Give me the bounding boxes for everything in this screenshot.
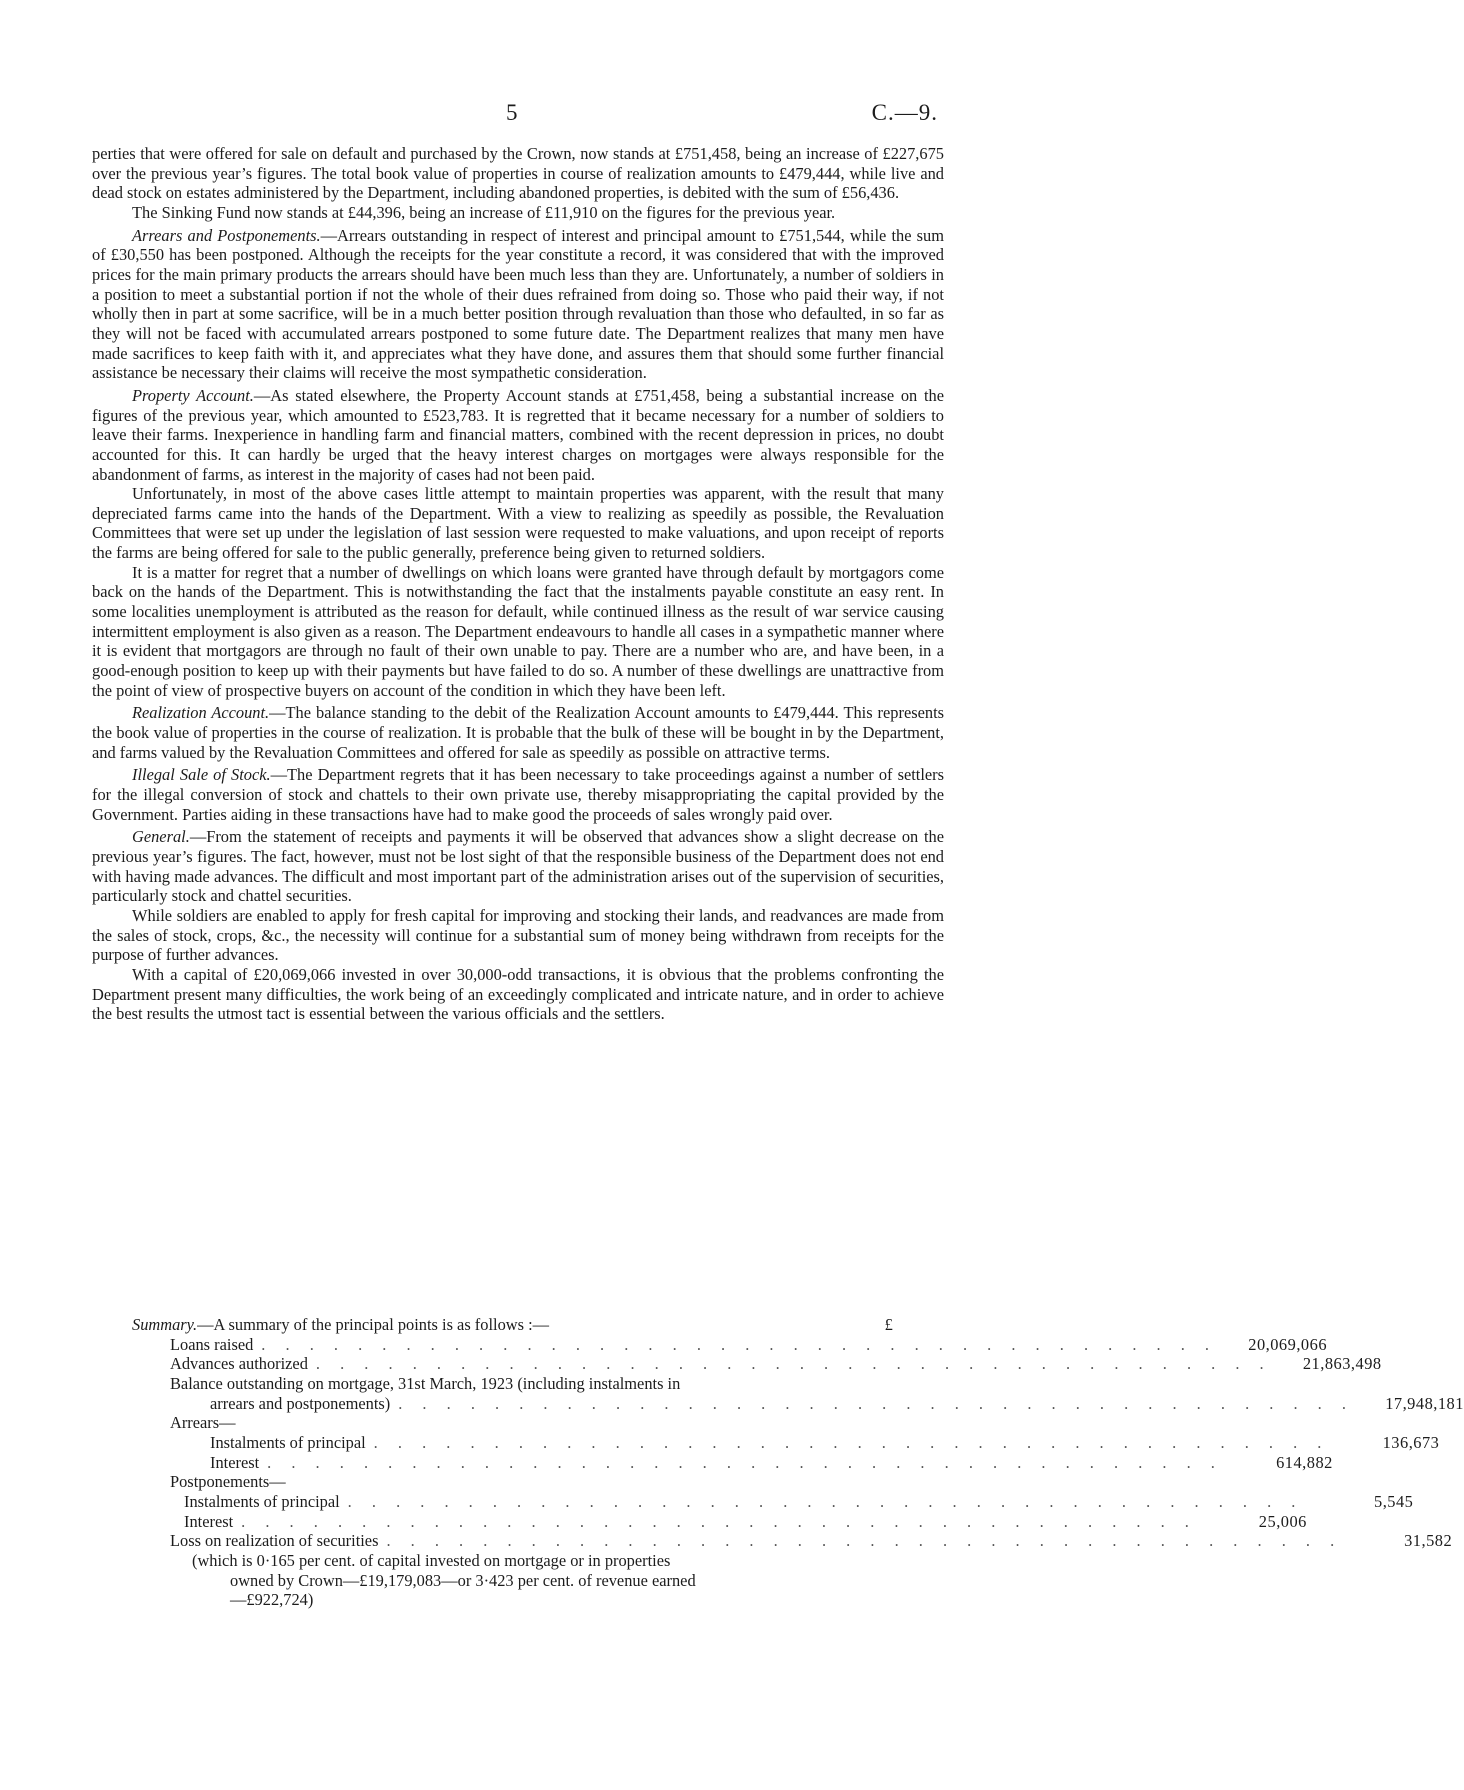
summary-intro: —A summary of the principal points is as follows :— [197, 1315, 550, 1334]
summary-value: 614,882 [1276, 1452, 1333, 1472]
summary-label: Instalments of principal [184, 1491, 340, 1511]
dot-leader: . . . . . . . . . . . . . . . . . . . . . . . . . . . . . . . . . . . . . . . . [261, 1334, 1218, 1354]
report-body [92, 144, 944, 1024]
summary-value: 31,582 [1404, 1531, 1453, 1551]
paragraph-text: —As stated elsewhere, the Property Account stands at £751,458, being a substantial increase on the figures of the previous year, which amounted to £523,783. It is regretted that it became necessary for a number of soldiers to leave their farms. Inexperience in handling farm and financial matters, combined with the recent depression in prices, no doubt accounted for this. It can hardly be urged that the heavy interest charges on mortgages were always responsible for the abandonment of farms, as interest in the majority of cases had not been paid. [92, 385, 945, 484]
paragraph-text: —Arrears outstanding in respect of interest and principal amount to £751,544, while the sum of £30,550 has been postponed. Although the receipts for the year constitute a record, it was considered that with the improved prices for the main primary products the arrears should have been much less than they are. Unfortunately, a number of soldiers in a position to meet a substantial portion if not the whole of their dues refrained from doing so. Those who paid their way, if not wholly then in part at some sacrifice, will be in a much better position through revaluation than those who defaulted, in so far as they will not be faced with accumulated arrears postponed to some future date. The Department realizes that many men have made sacrifices to keep faith with it, and appreciates what they have done, and assures them that should some further financial assistance be necessary their claims will receive the most sympathetic consideration. [92, 225, 944, 383]
summary-label: Loans raised [170, 1334, 254, 1354]
paragraph-text: —The Department regrets that it has been necessary to take proceedings against a number of settlers for the illegal conversion of stock and chattels to their own private use, thereby misappropriating the capital provided by the Government. Parties aiding in these transactions have had to make good the proceeds of sales wrongly paid over. [92, 765, 944, 824]
section-heading: Summary. [132, 1315, 198, 1334]
summary-label: arrears and postponements) [210, 1393, 391, 1413]
summary-row [92, 1413, 944, 1433]
page-header [0, 100, 1114, 126]
dot-leader: . . . . . . . . . . . . . . . . . . . . . . . . . . . . . . . . . . . . . . . . [241, 1511, 1197, 1531]
summary-row [92, 1354, 1382, 1374]
summary-row [92, 1491, 1414, 1512]
summary-group-heading: Arrears— [170, 1413, 236, 1433]
dot-leader: . . . . . . . . . . . . . . . . . . . . . . . . . . . . . . . . . . . . . . . . [315, 1354, 1272, 1374]
currency-symbol: £ [884, 1315, 894, 1334]
document-reference: C.—9. [871, 100, 938, 125]
paragraph-text: perties that were offered for sale on default and purchased by the Crown, now stands at £751,458, being an increase of £227,675 over the previous year’s figures. The total book value of properties in course of realization amounts to £479,444, while live and dead stock on estates administered by the Department, including abandoned properties, is debited with the sum of £56,436. [92, 144, 944, 203]
summary-row [92, 1452, 1333, 1473]
dot-leader: . . . . . . . . . . . . . . . . . . . . . . . . . . . . . . . . . . . . . . . . [267, 1452, 1223, 1472]
dot-leader: . . . . . . . . . . . . . . . . . . . . . . . . . . . . . . . . . . . . . . . . [347, 1491, 1304, 1511]
paragraph-text: —The balance standing to the debit of the Realization Account amounts to £479,444. This represents the book value of properties in the course of realization. It is probable that the bulk of these will be bought in by the Department, and farms valued by the Revaluation Committees and offered for sale as speedily as possible on attractive terms. [92, 703, 945, 762]
paragraph-continued [92, 144, 944, 203]
summary-label: Interest [210, 1452, 260, 1472]
note-line: owned by Crown—£19,179,083—or 3·423 per cent. of revenue earned [230, 1570, 696, 1590]
section-heading: Realization Account. [132, 703, 270, 723]
summary-intro-row [92, 1315, 944, 1335]
summary-group-heading: Postponements— [170, 1472, 286, 1492]
paragraph-general [92, 827, 944, 906]
paragraph-sinking-fund [92, 203, 944, 223]
summary-value: 5,545 [1374, 1491, 1414, 1511]
summary-note [92, 1551, 944, 1610]
paragraph-text: —From the statement of receipts and payments it will be observed that advances show a slight decrease on the previous year’s figures. The fact, however, must not be lost sight of that the responsible business of the Department does not end with having made advances. The difficult and most important part of the administration arises out of the supervision of securities, particularly stock and chattel securities. [92, 827, 944, 906]
paragraph-capital-invested [92, 965, 944, 1024]
page-number: 5 [506, 100, 518, 125]
paragraph-text: While soldiers are enabled to apply for fresh capital for improving and stocking their lands, and readvances are made from the sales of stock, crops, &c., the necessity will continue for a substantial sum of money being withdrawn from receipts for the purpose of further advances. [92, 905, 944, 965]
summary-row [92, 1432, 1440, 1453]
section-heading: Illegal Sale of Stock. [132, 765, 271, 785]
summary-value: 25,006 [1258, 1511, 1307, 1531]
paragraph-text: Unfortunately, in most of the above cases little attempt to maintain properties was apparent, with the result that many depreciated farms came into the hands of the Department. With a view to realizing as speedily as possible, the Revaluation Committees that were set up under the legislation of last session were requested to make valuations, and upon receipt of reports the farms are being offered for sale to the public generally, preference being given to returned soldiers. [92, 484, 944, 563]
summary-value: 21,863,498 [1302, 1354, 1382, 1374]
summary-row [92, 1472, 944, 1492]
summary-label: Interest [184, 1511, 234, 1531]
summary-label: Advances authorized [170, 1354, 308, 1374]
summary-row [92, 1531, 1453, 1551]
paragraph-property-account [92, 386, 944, 484]
summary-row [92, 1511, 1307, 1532]
paragraph-realization-account [92, 703, 944, 762]
summary-value: 136,673 [1382, 1432, 1440, 1452]
section-heading: Property Account. [132, 385, 254, 405]
paragraph-illegal-sale [92, 765, 944, 824]
note-line: (which is 0·165 per cent. of capital invested on mortgage or in properties [192, 1550, 671, 1570]
summary-label: Loss on realization of securities [170, 1531, 379, 1551]
dot-leader: . . . . . . . . . . . . . . . . . . . . . . . . . . . . . . . . . . . . . . . . [373, 1432, 1330, 1452]
paragraph-arrears [92, 226, 944, 383]
paragraph-text: The Sinking Fund now stands at £44,396, being an increase of £11,910 on the figures for the previous year. [132, 202, 836, 222]
dot-leader: . . . . . . . . . . . . . . . . . . . . . . . . . . . . . . . . . . . . . . . . [398, 1393, 1354, 1413]
summary-row [92, 1374, 944, 1394]
summary-row [92, 1334, 1328, 1355]
summary-row [92, 1393, 1464, 1414]
summary-label: Balance outstanding on mortgage, 31st March, 1923 (including instalments in [170, 1373, 681, 1393]
note-line: —£922,724) [230, 1590, 314, 1610]
summary-table [92, 1315, 1464, 1610]
section-heading: General. [132, 827, 190, 847]
paragraph-text: With a capital of £20,069,066 invested in over 30,000-odd transactions, it is obvious that the problems confronting the Department present many difficulties, the work being of an exceedingly complicated and intricate nature, and in order to achieve the best results the utmost tact is essential between the various officials and the settlers. [92, 964, 944, 1024]
summary-label: Instalments of principal [210, 1432, 366, 1452]
section-heading: Arrears and Postponements. [132, 225, 321, 245]
paragraph-fresh-capital [92, 906, 944, 965]
paragraph-depreciated-farms [92, 484, 944, 563]
paragraph-text: It is a matter for regret that a number of dwellings on which loans were granted have through default by mortgagors come back on the hands of the Department. This is notwithstanding the fact that the instalments payable constitute an easy rent. In some localities unemployment is attributed as the reason for default, while continued illness as the result of war service causing intermittent employment is also given as a reason. The Department endeavours to handle all cases in a sympathetic manner where it is evident that mortgagors are through no fault of their own unable to pay. There are a number who are, and have been, in a good-enough position to keep up with their payments but have failed to do so. A number of these dwellings are unattractive from the point of view of prospective buyers on account of the condition in which they have been left. [92, 562, 944, 700]
paragraph-dwellings [92, 563, 944, 701]
summary-value: 20,069,066 [1248, 1334, 1328, 1354]
dot-leader: . . . . . . . . . . . . . . . . . . . . . . . . . . . . . . . . . . . . . . . . [386, 1531, 1343, 1551]
summary-value: 17,948,181 [1385, 1393, 1464, 1413]
